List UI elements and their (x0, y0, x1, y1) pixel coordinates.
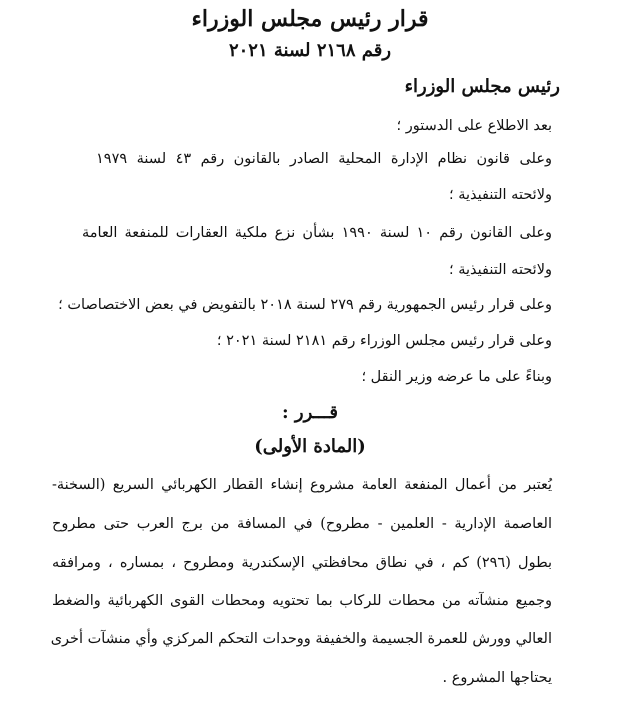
preamble-line: وبناءً على ما عرضه وزير النقل ؛ (361, 369, 552, 385)
article-line: يحتاجها المشروع . (442, 670, 552, 686)
article-title: (المادة الأولى) (254, 436, 366, 457)
preamble-line: وعلى قرار رئيس الجمهورية رقم ٢٧٩ لسنة ٢٠١٨ بالتفويض في بعض الاختصاصات ؛ (58, 297, 552, 313)
article-line: وجميع منشآته من محطات للركاب بما تحتويه ومحطات القوى الكهربائية والضغط (52, 593, 552, 609)
preamble-line: بعد الاطلاع على الدستور ؛ (396, 118, 552, 134)
decision-label: قـــرر : (282, 402, 338, 423)
issuer-heading: رئيس مجلس الوزراء (404, 76, 560, 97)
preamble-line: وعلى القانون رقم ١٠ لسنة ١٩٩٠ بشأن نزع ملكية العقارات للمنفعة العامة (82, 225, 552, 241)
article-line: العاصمة الإدارية - العلمين - مطروح) في المسافة من برج العرب حتى مطروح (52, 516, 552, 532)
preamble-line: ولائحته التنفيذية ؛ (449, 187, 552, 203)
preamble-line: وعلى قانون نظام الإدارة المحلية الصادر بالقانون رقم ٤٣ لسنة ١٩٧٩ (96, 151, 552, 167)
preamble-line: ولائحته التنفيذية ؛ (449, 262, 552, 278)
decree-title: قرار رئيس مجلس الوزراء (191, 6, 429, 32)
article-line: العالي وورش للعمرة الجسيمة والخفيفة ووحدات التحكم المركزي وأي منشآت أخرى (50, 631, 552, 647)
decree-number: رقم ٢١٦٨ لسنة ٢٠٢١ (228, 40, 392, 61)
article-line: بطول (٢٩٦) كم ، في نطاق محافظتي الإسكندرية ومطروح ، بمساره ، ومرافقه (52, 555, 552, 571)
article-line: يُعتبر من أعمال المنفعة العامة مشروع إنشاء القطار الكهربائي السريع (السخنة- (52, 477, 552, 493)
preamble-line: وعلى قرار رئيس مجلس الوزراء رقم ٢١٨١ لسنة ٢٠٢١ ؛ (216, 333, 552, 349)
